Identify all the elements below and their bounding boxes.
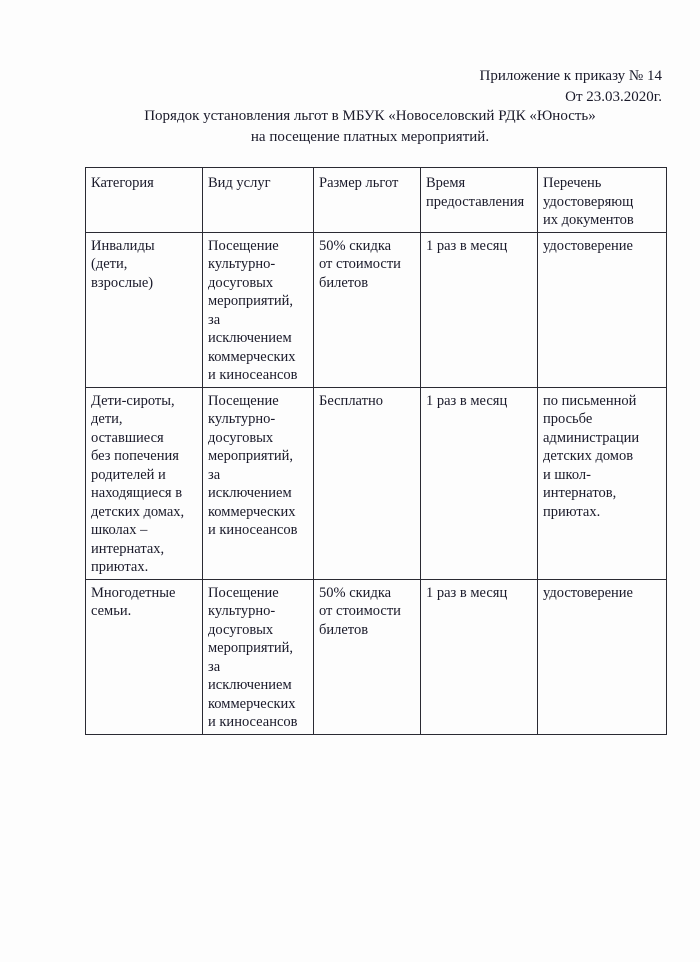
documents-cell: удостоверение <box>538 579 667 734</box>
title-line-2: на посещение платных мероприятий. <box>250 129 490 145</box>
benefits-table <box>85 167 667 735</box>
title-line-1: Порядок установления льгот в МБУК «Новоселовский РДК «Юность» <box>144 108 596 124</box>
category-cell: Многодетные семьи. <box>86 579 203 734</box>
frequency-cell: 1 раз в месяц <box>421 579 538 734</box>
appendix-reference <box>480 66 663 108</box>
appendix-order-line: Приложение к приказу № 14 <box>479 68 662 84</box>
column-header-category: Категория <box>86 168 203 233</box>
category-cell: Дети-сироты, дети, оставшиеся без попечения родителей и находящиеся в детских домах, школах – интернатах, приютах. <box>86 387 203 579</box>
documents-cell: по письменной просьбе администрации детских домов и школ- интернатов, приютах. <box>538 387 667 579</box>
frequency-cell: 1 раз в месяц <box>421 232 538 387</box>
discount-cell: Бесплатно <box>314 387 421 579</box>
appendix-date-line: От 23.03.2020г. <box>565 89 662 105</box>
table-row <box>86 579 667 734</box>
column-header-frequency: Время предоставления <box>421 168 538 233</box>
service-cell: Посещение культурно- досуговых мероприятий, за исключением коммерческих и киносеансов <box>203 579 314 734</box>
column-header-documents: Перечень удостоверяющ их документов <box>538 168 667 233</box>
table-header-row <box>86 168 667 233</box>
discount-cell: 50% скидка от стоимости билетов <box>314 579 421 734</box>
discount-cell: 50% скидка от стоимости билетов <box>314 232 421 387</box>
documents-cell: удостоверение <box>538 232 667 387</box>
column-header-service: Вид услуг <box>203 168 314 233</box>
service-cell: Посещение культурно- досуговых мероприятий, за исключением коммерческих и киносеансов <box>203 387 314 579</box>
service-cell: Посещение культурно- досуговых мероприятий, за исключением коммерческих и киносеансов <box>203 232 314 387</box>
table-row <box>86 232 667 387</box>
column-header-discount: Размер льгот <box>314 168 421 233</box>
category-cell: Инвалиды (дети, взрослые) <box>86 232 203 387</box>
frequency-cell: 1 раз в месяц <box>421 387 538 579</box>
document-title <box>90 106 650 148</box>
table-row <box>86 387 667 579</box>
